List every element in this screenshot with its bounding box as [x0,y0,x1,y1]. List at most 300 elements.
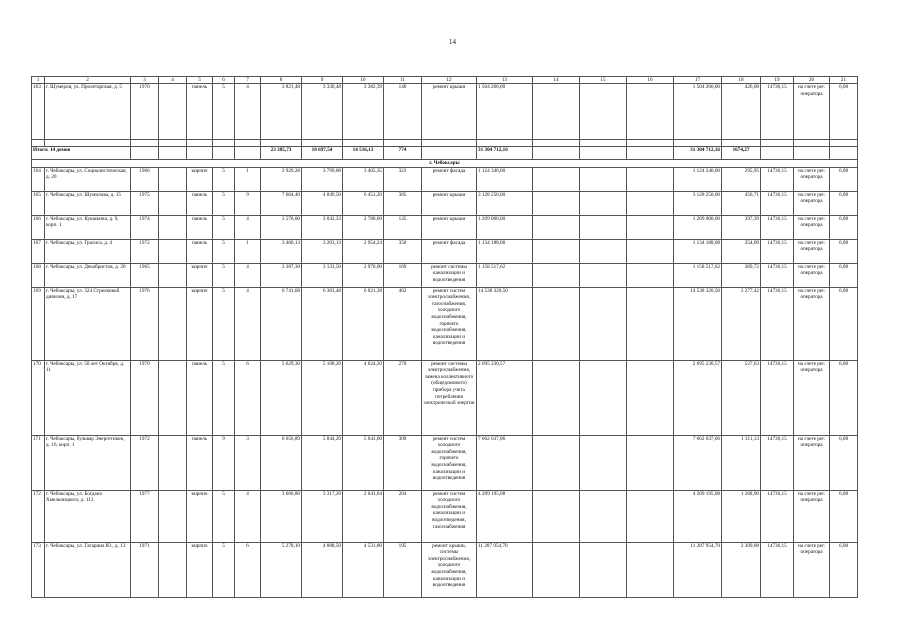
cost-cell: 1 209 000,00 [477,215,533,239]
empty-cell [159,147,187,160]
address-cell: г. Чебоксары, бульвар Энергетиков, д. 16, корп. 1 [45,435,131,490]
material-cell: панель [187,360,213,435]
total-row [32,147,858,160]
empty-cell [187,147,213,160]
address-cell: г. Чебоксары, ул. Социалистическая, д. 20 [45,167,131,191]
entrances-cell: 1 [235,167,261,191]
living-area-cell: 5 641,60 [343,435,384,490]
rate-cell: 6,08 [830,360,858,435]
total-label: Итого: 14 домов [32,147,131,160]
empty-cell [794,147,830,160]
residents-cell: 323 [384,167,422,191]
rate-cell: 6,08 [830,542,858,597]
entrances-cell: 3 [235,435,261,490]
work-type-cell: ремонт системы электроснабжения, замена коллективного (общедомового) прибора учета потребления электрической энергии [422,360,477,435]
year-cell: 1970 [131,360,159,435]
empty-cell [580,542,627,597]
limit-cost-cell: 14736,15 [761,239,794,263]
total-area-cell: 5 629,30 [261,360,302,435]
material-cell: кирпич [187,263,213,287]
cost-total-cell: 4 209 195,08 [674,490,722,542]
year-cell: 1977 [131,490,159,542]
table-row [32,215,858,239]
cost-cell: 1 134 188,08 [477,239,533,263]
living-area-cell: 2 780,60 [343,215,384,239]
material-cell: панель [187,191,213,215]
rate-cell: 6,08 [830,215,858,239]
rate-cell: 6,08 [830,84,858,140]
empty-cell [580,263,627,287]
area-cell: 3 133,50 [302,263,343,287]
living-area-cell: 2 641,04 [343,490,384,542]
empty-cell [533,140,580,147]
unit-cost-cell: 426,08 [722,84,761,140]
rate-cell: 6,08 [830,167,858,191]
total-people: 774 [384,147,422,160]
empty-cell [627,542,674,597]
city-heading: г. Чебоксары [32,160,858,168]
floors-cell: 5 [213,215,235,239]
total-a9: 18 697,54 [302,147,343,160]
limit-cost-cell: 14736,15 [761,215,794,239]
empty-cell [213,147,235,160]
city-row [32,160,858,168]
empty-cell [580,490,627,542]
entrances-cell: 1 [235,239,261,263]
work-type-cell: ремонт крыши [422,215,477,239]
rate-cell: 6,08 [830,191,858,215]
fund-method-cell: на счете рег. оператора [794,215,830,239]
empty-cell [627,239,674,263]
fund-method-cell: на счете рег. оператора [794,167,830,191]
column-number-cell: 15 [580,77,627,84]
column-number-cell: 16 [627,77,674,84]
empty-cell [627,140,674,147]
unit-cost-cell: 354,09 [722,239,761,263]
residents-cell: 309 [384,435,422,490]
entrances-cell: 9 [235,191,261,215]
column-number-cell: 11 [384,77,422,84]
floors-cell: 5 [213,191,235,215]
column-number-cell: 17 [674,77,722,84]
cost-cell: 1 504 266,00 [477,84,533,140]
empty-cell [830,140,858,147]
empty-cell [627,84,674,140]
area-cell: 3 799,08 [302,167,343,191]
empty-cell [674,140,722,147]
area-cell: 4 888,50 [302,542,343,597]
address-cell: г. Чебоксары, ул. Кукшкина, д. 9, корп. 1 [45,215,131,239]
empty-cell [533,147,580,160]
area-cell: 3 317,20 [302,490,343,542]
limit-cost-cell: 14736,15 [761,167,794,191]
empty-cell [131,147,159,160]
column-number-cell: 1 [32,77,45,84]
limit-cost-cell: 14736,15 [761,84,794,140]
address-cell: г. Чебоксары, ул. 324 Стрелковой дивизии, д. 17 [45,287,131,360]
empty-cell [627,435,674,490]
table-row [32,542,858,597]
register-table [31,76,858,598]
material-cell: кирпич [187,287,213,360]
empty-cell [580,140,627,147]
entrances-cell: 4 [235,215,261,239]
residents-cell: 204 [384,490,422,542]
fund-method-cell: на счете рег. оператора [794,239,830,263]
empty-cell [159,542,187,597]
limit-cost-cell: 14736,15 [761,191,794,215]
work-type-cell: ремонт системы канализации и водоотведения [422,263,477,287]
entrances-cell: 4 [235,84,261,140]
material-cell: панель [187,435,213,490]
total-c18: 1674,27 [722,147,761,160]
address-cell: г. Чебоксары, ул. Богдана Хмельницкого, д. 113 [45,490,131,542]
cost-total-cell: 1 209 000,00 [674,215,722,239]
cost-cell: 3 128 250,00 [477,191,533,215]
year-cell: 1970 [131,84,159,140]
empty-cell [235,147,261,160]
material-cell: кирпич [187,490,213,542]
fund-method-cell: на счете рег. оператора [794,84,830,140]
fund-method-cell: на счете рег. оператора [794,287,830,360]
empty-cell [580,147,627,160]
cost-cell: 7 662 637,06 [477,435,533,490]
material-cell: кирпич [187,167,213,191]
column-number-cell: 21 [830,77,858,84]
total-area-cell: 6 656,89 [261,435,302,490]
residents-cell: 140 [384,84,422,140]
address-cell: г. Чебоксары, ул. Шумилова, д. 15 [45,191,131,215]
empty-cell [533,167,580,191]
column-number-cell: 3 [131,77,159,84]
cost-total-cell: 2 695 230,57 [674,360,722,435]
empty-cell [580,84,627,140]
cost-cell: 4 209 195,08 [477,490,533,542]
floors-cell: 5 [213,263,235,287]
fund-method-cell: на счете рег. оператора [794,263,830,287]
empty-cell [159,263,187,287]
fund-method-cell: на счете рег. оператора [794,360,830,435]
entrances-cell: 4 [235,287,261,360]
work-type-cell: ремонт систем электроснабжения, газоснабжения, холодного водоснабжения, горячего водоснабжения, канализации и водоотведения [422,287,477,360]
empty-cell [794,140,830,147]
total-area-cell: 3 576,00 [261,215,302,239]
row-number: 171 [32,435,45,490]
empty-cell [627,167,674,191]
total-area-cell: 6 741,68 [261,287,302,360]
empty-cell [159,490,187,542]
empty-cell [533,287,580,360]
column-number-cell: 7 [235,77,261,84]
empty-cell [580,215,627,239]
empty-cell [533,360,580,435]
column-number-cell: 4 [159,77,187,84]
rate-cell: 6,08 [830,263,858,287]
empty-cell [533,435,580,490]
cost-total-cell: 14 538 320,50 [674,287,722,360]
material-cell: кирпич [187,542,213,597]
table-row [32,167,858,191]
empty-cell [533,84,580,140]
table-row [32,84,858,140]
empty-cell [627,287,674,360]
entrances-cell: 4 [235,263,261,287]
year-cell: 1976 [131,287,159,360]
cost-total-cell: 1 124 346,00 [674,167,722,191]
residents-cell: 462 [384,287,422,360]
column-number-cell: 12 [422,77,477,84]
limit-cost-cell: 14736,15 [761,263,794,287]
floors-cell: 5 [213,287,235,360]
empty-cell [722,140,761,147]
empty-cell [159,360,187,435]
empty-cell [533,239,580,263]
year-cell: 1974 [131,215,159,239]
entrances-cell: 4 [235,490,261,542]
material-cell: панель [187,215,213,239]
living-area-cell: 4 624,20 [343,360,384,435]
year-cell: 1971 [131,542,159,597]
unit-cost-cell: 527,63 [722,360,761,435]
limit-cost-cell: 14736,15 [761,435,794,490]
empty-cell [627,360,674,435]
material-cell: панель [187,84,213,140]
table-row [32,239,858,263]
row-number: 170 [32,360,45,435]
work-type-cell: ремонт крыши, системы электроснабжения, холодного водоснабжения, канализации и водоотведения [422,542,477,597]
entrances-cell: 6 [235,360,261,435]
blank-row [32,140,858,147]
row-number: 169 [32,287,45,360]
work-type-cell: ремонт крыши [422,84,477,140]
total-cost: 31 304 712,16 [477,147,533,160]
row-number: 173 [32,542,45,597]
empty-cell [32,140,45,147]
empty-cell [580,287,627,360]
page-number: 14 [449,38,456,46]
living-area-cell: 3 405,35 [343,167,384,191]
empty-cell [159,191,187,215]
unit-cost-cell: 397,39 [722,215,761,239]
total-area-cell: 3 387,30 [261,263,302,287]
empty-cell [830,147,858,160]
unit-cost-cell: 1 268,90 [722,490,761,542]
table-row [32,490,858,542]
living-area-cell: 2 954,24 [343,239,384,263]
table-row [32,287,858,360]
year-cell: 1975 [131,191,159,215]
column-number-cell: 5 [187,77,213,84]
empty-cell [580,435,627,490]
address-cell: г. Чебоксары, ул. Декабристов, д. 20 [45,263,131,287]
empty-cell [422,147,477,160]
column-number-cell: 10 [343,77,384,84]
address-cell: г. Шумерля, ул. Пролетарская, д. 5 [45,84,131,140]
total-area-cell: 7 604,40 [261,191,302,215]
empty-cell [533,490,580,542]
column-number-cell: 2 [45,77,131,84]
empty-cell [159,215,187,239]
empty-cell [343,140,384,147]
column-number-cell: 9 [302,77,343,84]
unit-cost-cell: 2 309,08 [722,542,761,597]
residents-cell: 135 [384,215,422,239]
cost-cell: 1 124 346,00 [477,167,533,191]
cost-total-cell: 1 158 517,62 [674,263,722,287]
total-area-cell: 3 920,28 [261,167,302,191]
area-cell: 5 108,20 [302,360,343,435]
cost-total-cell: 3 128 250,00 [674,191,722,215]
area-cell: 6 383,48 [302,287,343,360]
row-number: 164 [32,167,45,191]
cost-cell: 14 538 320,50 [477,287,533,360]
area-cell: 4 849,50 [302,191,343,215]
total-area-cell: 3 666,80 [261,490,302,542]
column-number-cell: 6 [213,77,235,84]
fund-method-cell: на счете рег. оператора [794,490,830,542]
empty-cell [261,140,302,147]
empty-cell [45,140,131,147]
empty-cell [627,490,674,542]
empty-cell [761,147,794,160]
address-cell: г. Чебоксары, ул. Гагарина Ю., д. 13 [45,542,131,597]
empty-cell [761,140,794,147]
address-cell: г. Чебоксары, ул. Грасиса, д. 4 [45,239,131,263]
total-area-cell: 3 406,13 [261,239,302,263]
empty-cell [580,167,627,191]
year-cell: 1972 [131,435,159,490]
empty-cell [627,191,674,215]
total-area-cell: 5 278,10 [261,542,302,597]
empty-cell [627,263,674,287]
area-cell: 3 330,48 [302,84,343,140]
empty-cell [187,140,213,147]
column-number-cell: 8 [261,77,302,84]
work-type-cell: ремонт крыши [422,191,477,215]
unit-cost-cell: 295,95 [722,167,761,191]
residents-cell: 350 [384,239,422,263]
empty-cell [533,191,580,215]
year-cell: 1972 [131,239,159,263]
empty-cell [627,215,674,239]
work-type-cell: ремонт фасада [422,239,477,263]
column-number-cell: 20 [794,77,830,84]
empty-cell [627,147,674,160]
limit-cost-cell: 14736,15 [761,360,794,435]
living-area-cell: 6 451,20 [343,191,384,215]
header-row [32,77,858,84]
column-number-cell: 19 [761,77,794,84]
table-row [32,191,858,215]
floors-cell: 5 [213,84,235,140]
year-cell: 1965 [131,263,159,287]
empty-cell [213,140,235,147]
column-number-cell: 14 [533,77,580,84]
table-row [32,360,858,435]
limit-cost-cell: 14736,15 [761,542,794,597]
floors-cell: 5 [213,490,235,542]
empty-cell [533,542,580,597]
area-cell: 3 042,33 [302,215,343,239]
floors-cell: 5 [213,360,235,435]
residents-cell: 385 [384,191,422,215]
row-number: 172 [32,490,45,542]
empty-cell [533,263,580,287]
material-cell: панель [187,239,213,263]
floors-cell: 5 [213,542,235,597]
floors-cell: 9 [213,435,235,490]
living-area-cell: 6 021,38 [343,287,384,360]
rate-cell: 6,08 [830,435,858,490]
limit-cost-cell: 14736,15 [761,287,794,360]
row-number: 167 [32,239,45,263]
empty-cell [302,140,343,147]
cost-total-cell: 1 504 266,00 [674,84,722,140]
empty-cell [159,435,187,490]
empty-cell [580,239,627,263]
total-a8: 23 385,73 [261,147,302,160]
floors-cell: 5 [213,239,235,263]
total-a10: 14 516,13 [343,147,384,160]
empty-cell [580,191,627,215]
empty-cell [384,140,422,147]
column-number-cell: 18 [722,77,761,84]
rate-cell: 6,08 [830,239,858,263]
area-cell: 5 844,20 [302,435,343,490]
rate-cell: 6,08 [830,490,858,542]
empty-cell [159,140,187,147]
living-area-cell: 2 970,00 [343,263,384,287]
living-area-cell: 3 382,39 [343,84,384,140]
cost-cell: 1 158 517,62 [477,263,533,287]
unit-cost-cell: 1 311,13 [722,435,761,490]
empty-cell [159,84,187,140]
cost-total-cell: 1 134 188,08 [674,239,722,263]
cost-cell: 11 287 954,70 [477,542,533,597]
unit-cost-cell: 369,72 [722,263,761,287]
work-type-cell: ремонт систем холодного водоснабжения, канализации и водоотведения, газоснабжения [422,490,477,542]
column-number-cell: 13 [477,77,533,84]
empty-cell [235,140,261,147]
unit-cost-cell: 2 277,42 [722,287,761,360]
empty-cell [477,140,533,147]
cost-total-cell: 11 287 954,70 [674,542,722,597]
rate-cell: 6,08 [830,287,858,360]
empty-cell [159,167,187,191]
total-c17: 31 304 712,16 [674,147,722,160]
year-cell: 1966 [131,167,159,191]
address-cell: г. Чебоксары, ул. 50 лет Октября, д. 11 [45,360,131,435]
empty-cell [159,239,187,263]
work-type-cell: ремонт фасада [422,167,477,191]
empty-cell [131,140,159,147]
residents-cell: 195 [384,542,422,597]
floors-cell: 5 [213,167,235,191]
row-number: 168 [32,263,45,287]
cost-cell: 2 695 230,57 [477,360,533,435]
table-row [32,435,858,490]
empty-cell [533,215,580,239]
residents-cell: 270 [384,360,422,435]
total-area-cell: 3 821,48 [261,84,302,140]
empty-cell [422,140,477,147]
living-area-cell: 4 531,80 [343,542,384,597]
fund-method-cell: на счете рег. оператора [794,542,830,597]
residents-cell: 169 [384,263,422,287]
table-row [32,263,858,287]
empty-cell [159,287,187,360]
entrances-cell: 6 [235,542,261,597]
